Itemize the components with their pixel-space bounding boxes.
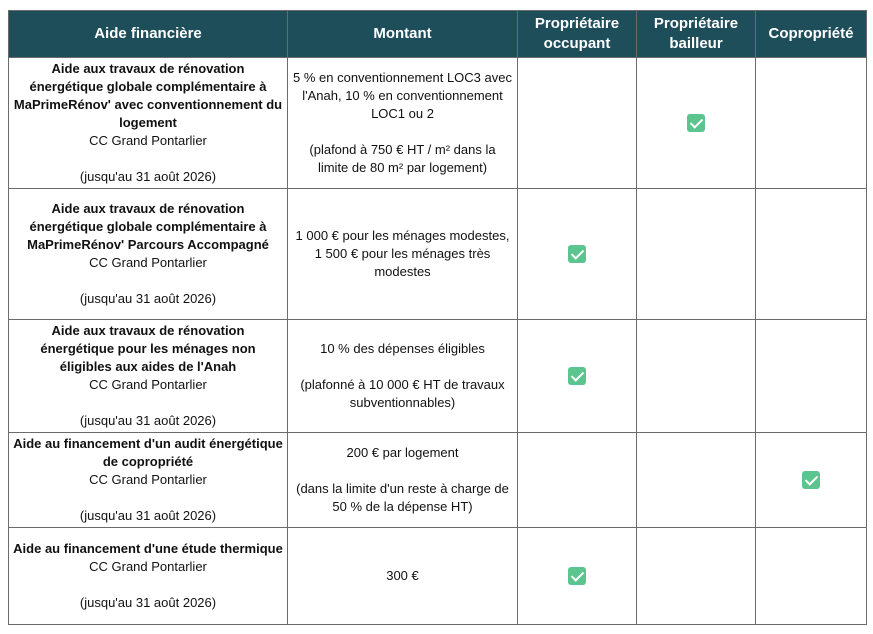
eligible-copropriete-cell: [756, 320, 867, 433]
eligible-copropriete-cell: [756, 528, 867, 625]
eligible-proprietaire-bailleur-cell: [637, 58, 756, 189]
aid-organization: CC Grand Pontarlier: [89, 133, 207, 148]
aid-organization: CC Grand Pontarlier: [89, 255, 207, 270]
aid-title: Aide aux travaux de rénovation énergétique pour les ménages non éligibles aux aides de l'Anah: [40, 323, 256, 374]
header-row: [9, 11, 867, 58]
table-row: [9, 320, 867, 433]
aid-title: Aide au financement d'un audit énergétique de copropriété: [13, 436, 283, 469]
amount-cell: [288, 58, 518, 189]
table-row: [9, 528, 867, 625]
aid-title: Aide au financement d'une étude thermique: [13, 541, 283, 556]
table-row: [9, 189, 867, 320]
spacer: [13, 576, 283, 594]
aid-cell: [9, 433, 288, 528]
spacer: [13, 394, 283, 412]
aid-deadline: (jusqu'au 31 août 2026): [79, 169, 217, 184]
amount-note: (plafonné à 10 000 € HT de travaux subventionnables): [300, 377, 505, 410]
checkmark-icon: [568, 245, 586, 263]
amount-text: 10 % des dépenses éligibles: [320, 341, 485, 356]
aid-cell: [9, 320, 288, 433]
amount-cell: [288, 189, 518, 320]
table-row: [9, 433, 867, 528]
aid-cell: [9, 189, 288, 320]
aid-deadline: (jusqu'au 31 août 2026): [79, 291, 217, 306]
table-row: [9, 58, 867, 189]
eligible-proprietaire-bailleur-cell: [637, 189, 756, 320]
eligible-copropriete-cell: [756, 433, 867, 528]
spacer: [13, 489, 283, 507]
amount-text: 300 €: [386, 568, 419, 583]
aid-organization: CC Grand Pontarlier: [89, 472, 207, 487]
eligible-proprietaire-occupant-cell: [518, 320, 637, 433]
eligible-copropriete-cell: [756, 189, 867, 320]
table-header: [9, 11, 867, 58]
amount-cell: [288, 320, 518, 433]
aid-organization: CC Grand Pontarlier: [89, 559, 207, 574]
spacer: [293, 462, 512, 480]
amount-text: 1 000 € pour les ménages modestes, 1 500 € pour les ménages très modestes: [295, 228, 510, 279]
amount-cell: [288, 433, 518, 528]
aid-cell: [9, 58, 288, 189]
aid-deadline: (jusqu'au 31 août 2026): [79, 413, 217, 428]
amount-note: (dans la limite d'un reste à charge de 50 % de la dépense HT): [296, 481, 509, 514]
spacer: [293, 358, 512, 376]
aid-title: Aide aux travaux de rénovation énergétique globale complémentaire à MaPrimeRénov' avec conventionnement du logement: [13, 61, 283, 130]
amount-note: (plafond à 750 € HT / m² dans la limite de 80 m² par logement): [309, 142, 496, 175]
aid-deadline: (jusqu'au 31 août 2026): [79, 508, 217, 523]
eligible-proprietaire-bailleur-cell: [637, 528, 756, 625]
checkmark-icon: [568, 567, 586, 585]
aid-deadline: (jusqu'au 31 août 2026): [79, 595, 217, 610]
aid-organization: CC Grand Pontarlier: [89, 377, 207, 392]
aid-table: [8, 10, 867, 625]
table-body: [9, 58, 867, 625]
aid-title: Aide aux travaux de rénovation énergétique globale complémentaire à MaPrimeRénov' Parcours Accompagné: [27, 201, 269, 252]
amount-cell: [288, 528, 518, 625]
eligible-proprietaire-bailleur-cell: [637, 433, 756, 528]
checkmark-icon: [687, 114, 705, 132]
amount-text: 200 € par logement: [346, 445, 459, 460]
eligible-proprietaire-occupant-cell: [518, 58, 637, 189]
amount-text: 5 % en conventionnement LOC3 avec l'Anah, 10 % en conventionnement LOC1 ou 2: [293, 70, 512, 121]
spacer: [13, 272, 283, 290]
checkmark-icon: [802, 471, 820, 489]
eligible-proprietaire-occupant-cell: [518, 189, 637, 320]
eligible-proprietaire-bailleur-cell: [637, 320, 756, 433]
eligible-copropriete-cell: [756, 58, 867, 189]
spacer: [293, 123, 512, 141]
spacer: [13, 150, 283, 168]
header-copropriete: Copropriété: [756, 11, 867, 58]
eligible-proprietaire-occupant-cell: [518, 528, 637, 625]
checkmark-icon: [568, 367, 586, 385]
header-montant: Montant: [288, 11, 518, 58]
header-proprietaire-bailleur: Propriétaire bailleur: [637, 11, 756, 58]
eligible-proprietaire-occupant-cell: [518, 433, 637, 528]
aid-cell: [9, 528, 288, 625]
header-proprietaire-occupant: Propriétaire occupant: [518, 11, 637, 58]
header-aide: Aide financière: [9, 11, 288, 58]
